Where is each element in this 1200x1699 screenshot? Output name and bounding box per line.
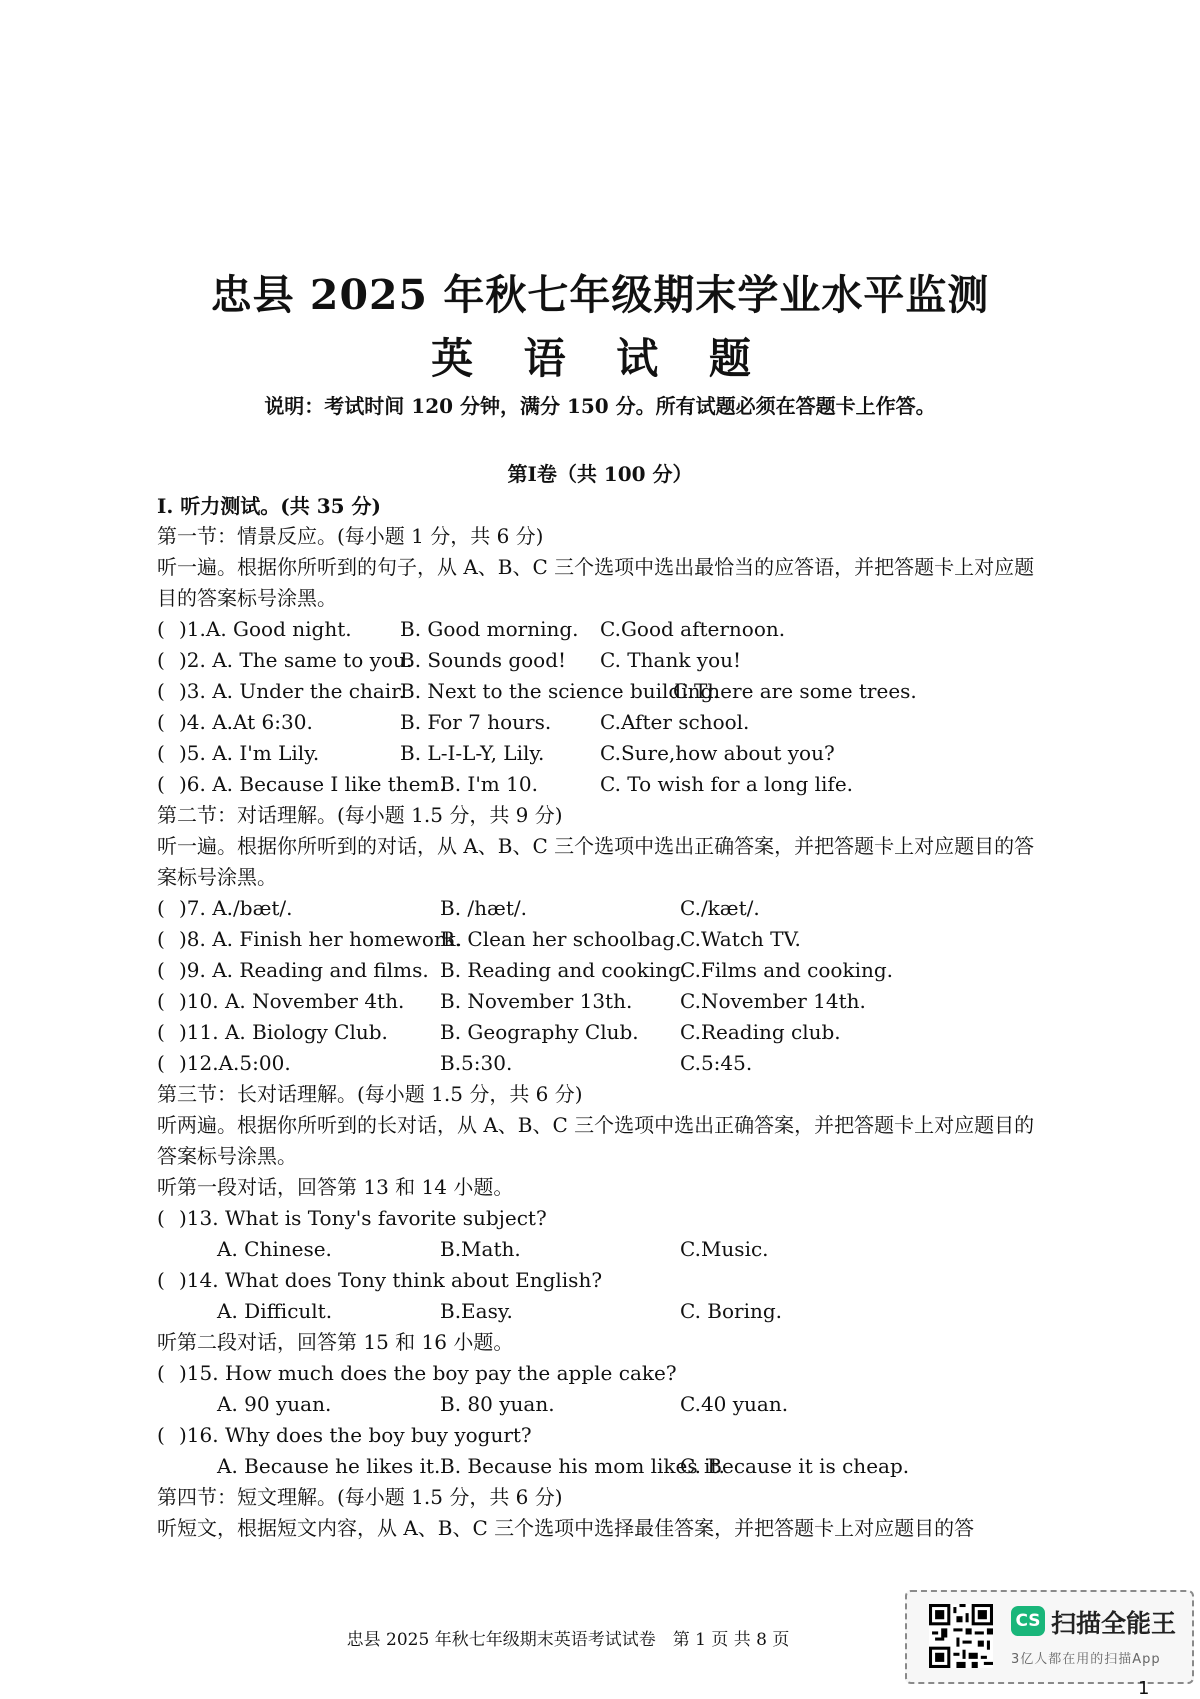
dialogue1-label: 听第一段对话，回答第 13 和 14 小题。 xyxy=(157,1175,514,1199)
question-stem: )16. Why does the boy buy yogurt? xyxy=(179,1423,532,1447)
dialogue2-label: 听第二段对话，回答第 15 和 16 小题。 xyxy=(157,1330,514,1354)
option-b: B. Reading and cooking. xyxy=(440,958,688,982)
question-stem: )13. What is Tony's favorite subject? xyxy=(179,1206,547,1230)
section4-heading: 第四节：短文理解。(每小题 1.5 分，共 6 分) xyxy=(157,1485,563,1509)
option-a: A. Chinese. xyxy=(217,1237,332,1261)
option-c: C.Music. xyxy=(680,1237,769,1261)
option-a: )2. A. The same to you. xyxy=(179,648,413,672)
answer-paren: ( xyxy=(157,896,165,920)
scanner-app-badge xyxy=(905,1590,1194,1684)
exam-instructions: 说明：考试时间 120 分钟，满分 150 分。所有试题必须在答题卡上作答。 xyxy=(264,394,936,418)
option-c: C. Thank you! xyxy=(600,648,742,672)
question-11 xyxy=(157,1017,1057,1048)
option-a: )1.A. Good night. xyxy=(179,617,352,641)
scanner-brand-name: 扫描全能王 xyxy=(1051,1609,1177,1638)
section2-heading: 第二节：对话理解。(每小题 1.5 分，共 9 分) xyxy=(157,803,563,827)
option-a: A. 90 yuan. xyxy=(217,1392,332,1416)
answer-paren: ( xyxy=(157,679,165,703)
option-c: C.After school. xyxy=(600,710,750,734)
question-8 xyxy=(157,924,1057,955)
question-9 xyxy=(157,955,1057,986)
question-14 xyxy=(157,1265,1057,1296)
option-b: B. Good morning. xyxy=(400,617,579,641)
option-a: )7. A./bæt/. xyxy=(179,896,293,920)
section1-instruction: 听一遍。根据你所听到的句子，从 A、B、C 三个选项中选出最恰当的应答语，并把答题卡上对应题目的答案标号涂黑。 xyxy=(157,555,1035,610)
option-a: )5. A. I'm Lily. xyxy=(179,741,320,765)
question-13 xyxy=(157,1203,1057,1234)
camscanner-logo-icon: CS xyxy=(1011,1606,1045,1636)
option-a: )12.A.5:00. xyxy=(179,1051,291,1075)
option-a: )6. A. Because I like them. xyxy=(179,772,446,796)
answer-paren: ( xyxy=(157,1051,165,1075)
option-c: C.Good afternoon. xyxy=(600,617,786,641)
answer-paren: ( xyxy=(157,772,165,796)
option-c: C.5:45. xyxy=(680,1051,753,1075)
volume-heading: 第Ⅰ卷（共 100 分） xyxy=(507,462,693,486)
option-a: )10. A. November 4th. xyxy=(179,989,405,1013)
option-a: )9. A. Reading and films. xyxy=(179,958,429,982)
footer-text: 忠县 2025 年秋七年级期末英语考试试卷 第 1 页 共 8 页 xyxy=(346,1630,790,1650)
option-b: B. November 13th. xyxy=(440,989,633,1013)
answer-paren: ( xyxy=(157,1423,165,1447)
option-b: B. Geography Club. xyxy=(440,1020,639,1044)
listening-section xyxy=(157,521,1057,1544)
question-3 xyxy=(157,676,1057,707)
option-b: B. 80 yuan. xyxy=(440,1392,555,1416)
exam-title: 忠县 2025 年秋七年级期末学业水平监测 xyxy=(210,271,990,319)
question-16-options xyxy=(157,1451,1057,1482)
answer-paren: ( xyxy=(157,710,165,734)
question-13-options xyxy=(157,1234,1057,1265)
option-a: )11. A. Biology Club. xyxy=(179,1020,388,1044)
question-1 xyxy=(157,614,1057,645)
section3-heading: 第三节：长对话理解。(每小题 1.5 分，共 6 分) xyxy=(157,1082,583,1106)
answer-paren: ( xyxy=(157,989,165,1013)
answer-paren: ( xyxy=(157,1020,165,1044)
question-4 xyxy=(157,707,1057,738)
option-c: C.November 14th. xyxy=(680,989,866,1013)
qr-code-icon xyxy=(929,1604,993,1668)
option-c: C.Sure,how about you? xyxy=(600,741,835,765)
answer-paren: ( xyxy=(157,1268,165,1292)
option-b: B. Next to the science building. xyxy=(400,679,720,703)
option-c: C.There are some trees. xyxy=(673,679,917,703)
option-b: B. /hæt/. xyxy=(440,896,527,920)
question-5 xyxy=(157,738,1057,769)
option-a: )3. A. Under the chair. xyxy=(179,679,405,703)
option-c: C.Watch TV. xyxy=(680,927,801,951)
option-c: C.Films and cooking. xyxy=(680,958,894,982)
question-10 xyxy=(157,986,1057,1017)
page-number-mark: 1 xyxy=(1138,1678,1150,1699)
answer-paren: ( xyxy=(157,1361,165,1385)
option-b: B. Sounds good! xyxy=(400,648,567,672)
answer-paren: ( xyxy=(157,617,165,641)
option-b: B. L-I-L-Y, Lily. xyxy=(400,741,545,765)
option-c: C.40 yuan. xyxy=(680,1392,789,1416)
answer-paren: ( xyxy=(157,648,165,672)
option-c: C.Reading club. xyxy=(680,1020,841,1044)
scanner-brand-tagline: 3亿人都在用的扫描App xyxy=(1011,1652,1161,1667)
section3-instruction: 听两遍。根据你所听到的长对话，从 A、B、C 三个选项中选出正确答案，并把答题卡上对应题目的答案标号涂黑。 xyxy=(157,1113,1035,1168)
question-7 xyxy=(157,893,1057,924)
option-c: C. Because it is cheap. xyxy=(680,1454,910,1478)
option-b: B. For 7 hours. xyxy=(400,710,552,734)
option-b: B.Easy. xyxy=(440,1299,513,1323)
question-14-options xyxy=(157,1296,1057,1327)
option-a: )8. A. Finish her homework. xyxy=(179,927,463,951)
option-a: A. Because he likes it. xyxy=(217,1454,441,1478)
option-b: B.Math. xyxy=(440,1237,521,1261)
section4-instruction: 听短文，根据短文内容，从 A、B、C 三个选项中选择最佳答案，并把答题卡上对应题目的答 xyxy=(157,1516,975,1540)
option-c: C. Boring. xyxy=(680,1299,783,1323)
question-6 xyxy=(157,769,1057,800)
question-2 xyxy=(157,645,1057,676)
exam-subtitle: 英 语 试 题 xyxy=(431,334,769,383)
option-a: A. Difficult. xyxy=(217,1299,333,1323)
answer-paren: ( xyxy=(157,927,165,951)
answer-paren: ( xyxy=(157,1206,165,1230)
question-16 xyxy=(157,1420,1057,1451)
question-15-options xyxy=(157,1389,1057,1420)
section1-heading: 第一节：情景反应。(每小题 1 分，共 6 分) xyxy=(157,524,544,548)
question-15 xyxy=(157,1358,1057,1389)
option-c: C./kæt/. xyxy=(680,896,760,920)
answer-paren: ( xyxy=(157,741,165,765)
question-12 xyxy=(157,1048,1057,1079)
answer-paren: ( xyxy=(157,958,165,982)
section2-instruction: 听一遍。根据你所听到的对话，从 A、B、C 三个选项中选出正确答案，并把答题卡上对应题目的答案标号涂黑。 xyxy=(157,834,1035,889)
option-a: )4. A.At 6:30. xyxy=(179,710,313,734)
option-b: B. I'm 10. xyxy=(440,772,538,796)
option-b: B. Because his mom likes it. xyxy=(440,1454,725,1478)
option-b: B.5:30. xyxy=(440,1051,513,1075)
question-stem: )14. What does Tony think about English? xyxy=(179,1268,603,1292)
option-b: B. Clean her schoolbag. xyxy=(440,927,682,951)
option-c: C. To wish for a long life. xyxy=(600,772,854,796)
question-stem: )15. How much does the boy pay the apple cake? xyxy=(179,1361,677,1385)
part-heading: I. 听力测试。(共 35 分) xyxy=(157,494,381,518)
